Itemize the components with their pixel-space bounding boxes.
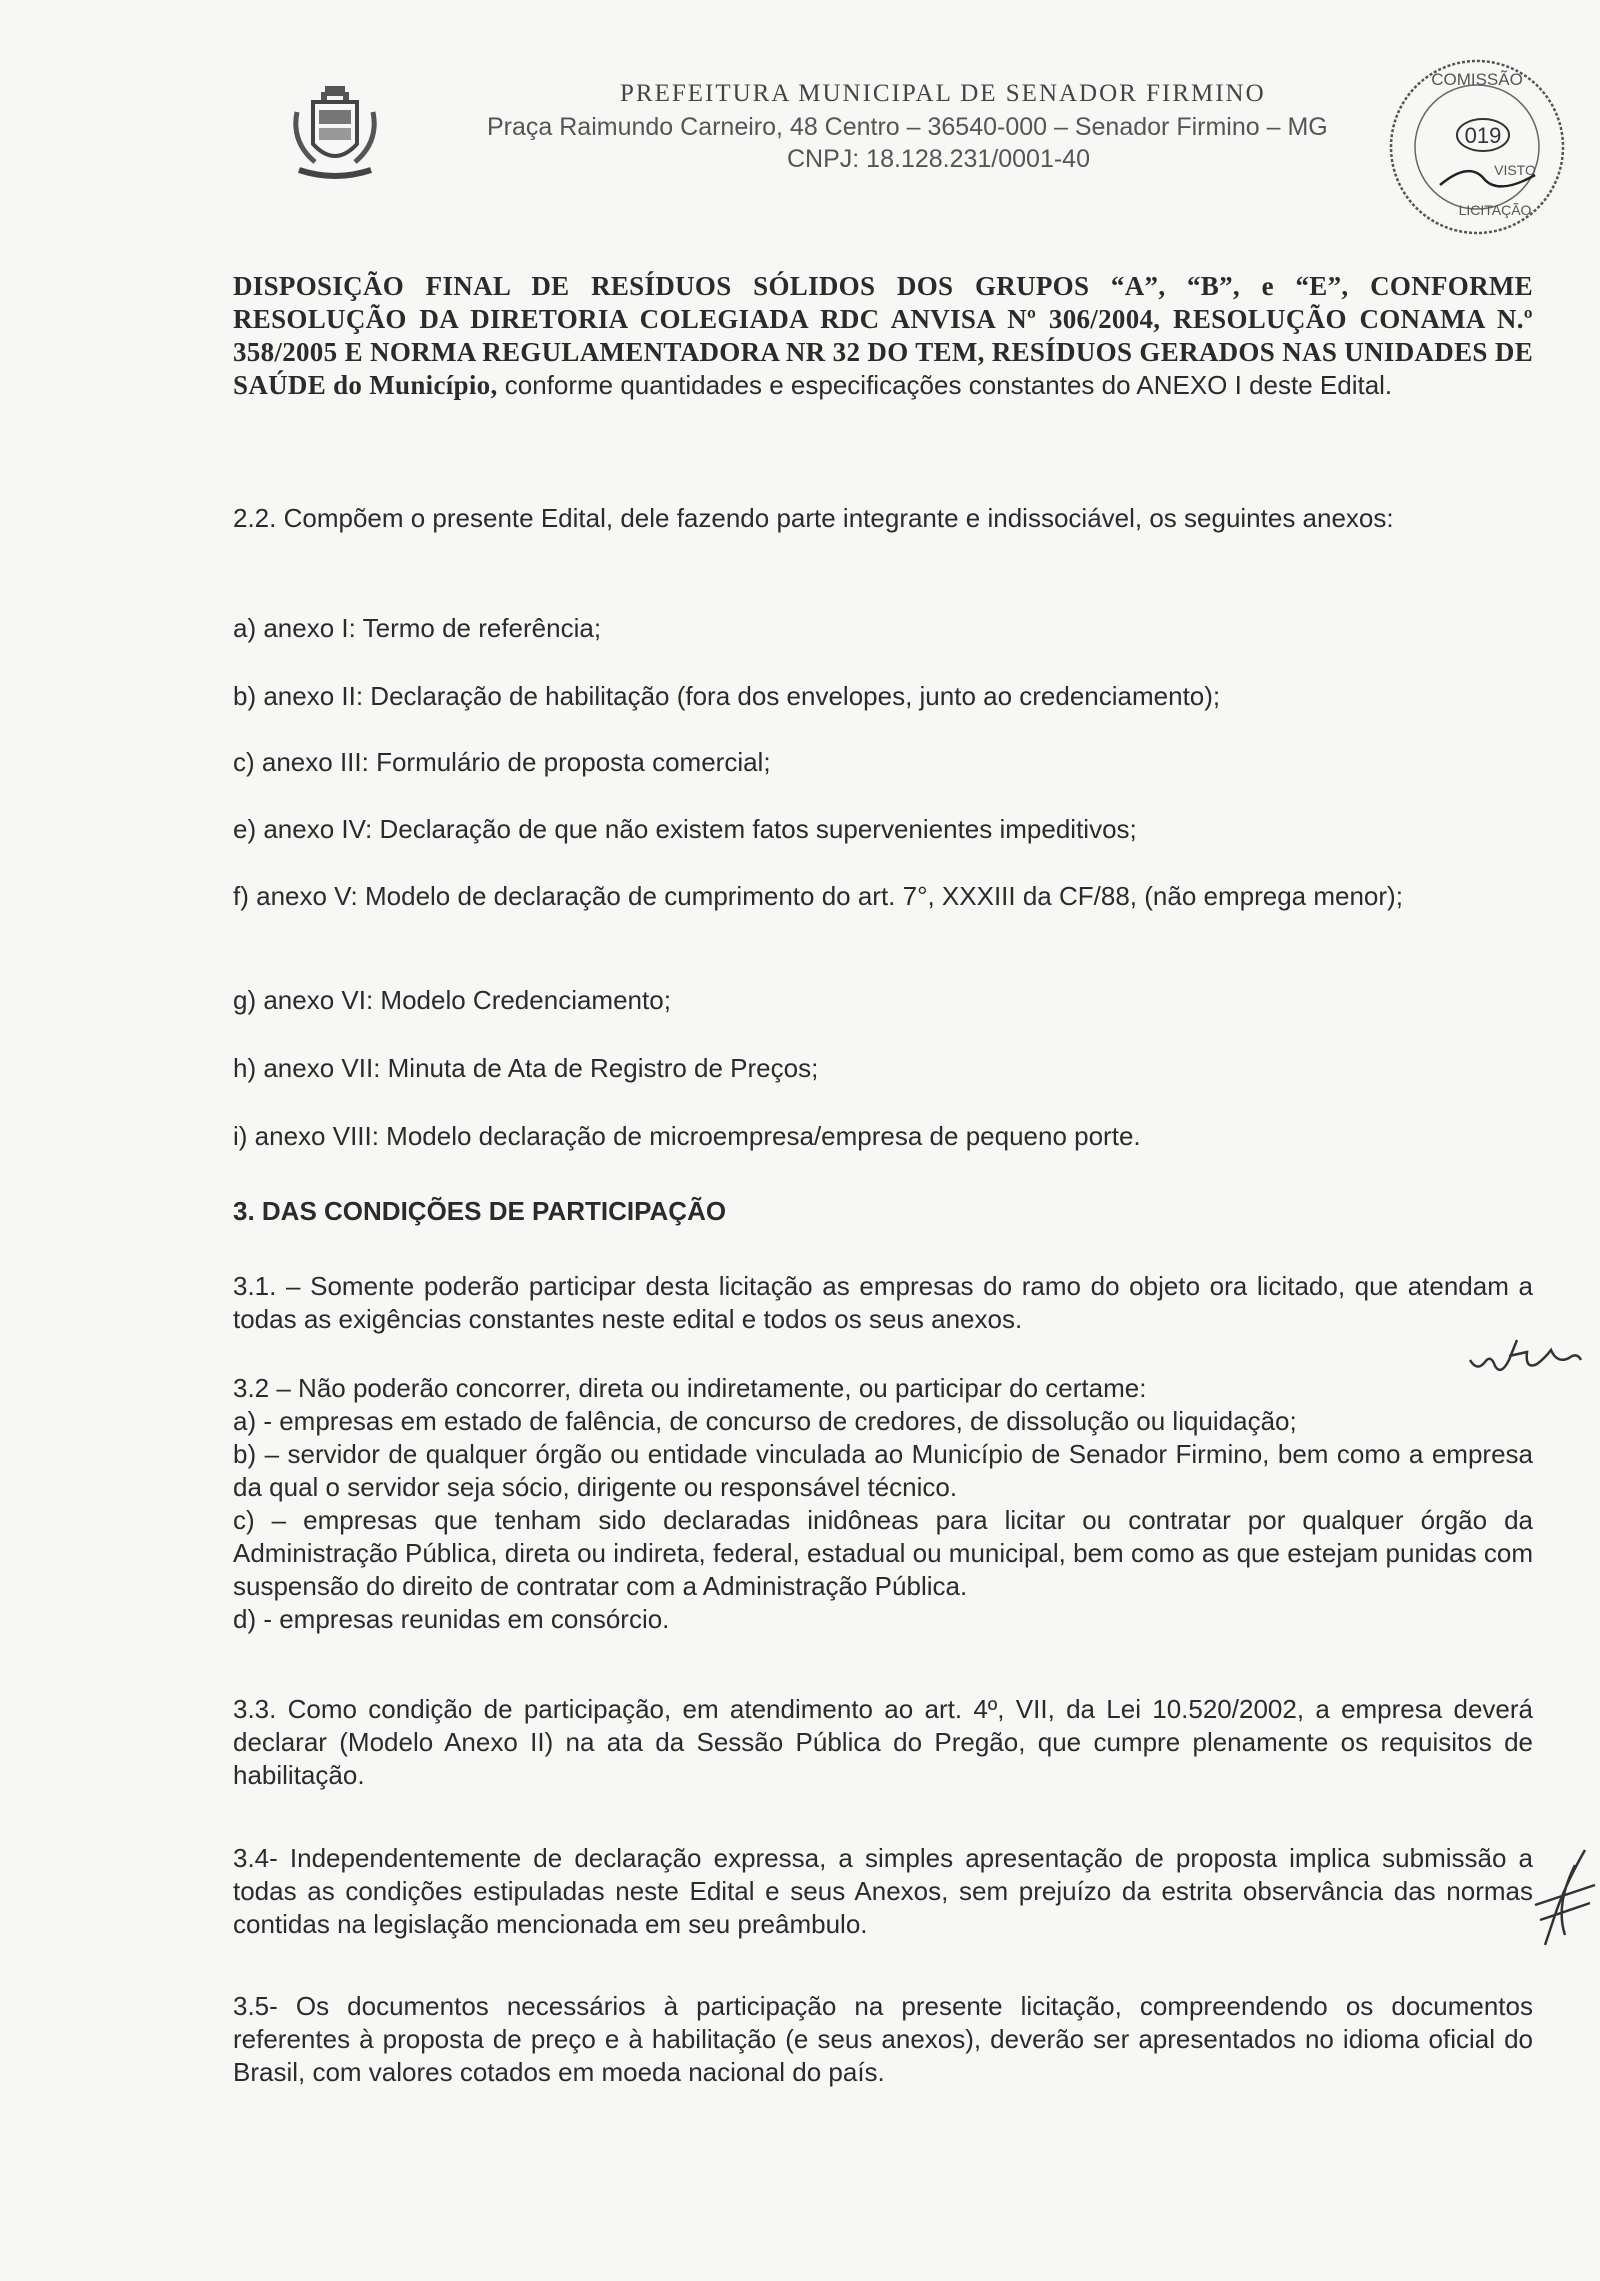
object-title: DISPOSIÇÃO FINAL DE RESÍDUOS SÓLIDOS DOS GRUPOS “A”, “B”, e “E”, CONFORME RESOLUÇÃO DA DIRETORIA COLEGIADA RDC ANVISA Nº 306/2004, RESOLUÇÃO CONAMA N.º 358/2005 E NORMA REGULAMENTADORA NR 32 DO TEM, RESÍDUOS GERADOS NAS UNIDADES DE SAÚDE do Município,: [233, 271, 1533, 400]
clause-3-2-intro: 3.2 – Não poderão concorrer, direta ou indiretamente, ou participar do certame:: [233, 1373, 1147, 1403]
clause-3-5: 3.5- Os documentos necessários à participação na presente licitação, compreendendo os documentos referentes à proposta de preço e à habilitação (e seus anexos), deverão ser apresentados no idioma oficial do Brasil, com valores cotados em moeda nacional do país.: [233, 1991, 1533, 2087]
commission-stamp: [1385, 55, 1570, 240]
header-address: Praça Raimundo Carneiro, 48 Centro – 36540-000 – Senador Firmino – MG: [487, 113, 1328, 141]
stamp-top-text: COMISSÃO: [1431, 70, 1523, 89]
stamp-visto: VISTO: [1494, 162, 1536, 178]
clause-3-2-item: b) – servidor de qualquer órgão ou entidade vinculada ao Município de Senador Firmino, bem como a empresa da qual o servidor seja sócio, dirigente ou responsável técnico.: [233, 1439, 1533, 1502]
clause-3-2-item: d) - empresas reunidas em consórcio.: [233, 1604, 670, 1634]
municipal-crest-icon: [285, 82, 385, 192]
rubric-signature-icon: [1525, 1845, 1600, 1955]
clause-3-1: 3.1. – Somente poderão participar desta licitação as empresas do ramo do objeto ora licitado, que atendam a todas as exigências constantes neste edital e todos os seus anexos.: [233, 1271, 1533, 1334]
annex-item: i) anexo VIII: Modelo declaração de microempresa/empresa de pequeno porte.: [233, 1121, 1141, 1151]
header-cnpj: CNPJ: 18.128.231/0001-40: [787, 145, 1090, 173]
annex-item: c) anexo III: Formulário de proposta comercial;: [233, 747, 771, 777]
clause-3-4: 3.4- Independentemente de declaração expressa, a simples apresentação de proposta implica submissão a todas as condições estipuladas neste Edital e seus Anexos, sem prejuízo da estrita observância das normas contidas na legislação mencionada em seu preâmbulo.: [233, 1843, 1533, 1939]
header-org-name: PREFEITURA MUNICIPAL DE SENADOR FIRMINO: [620, 80, 1266, 107]
stamp-bottom-text: LICITAÇÃO: [1458, 202, 1532, 218]
clause-3-3: 3.3. Como condição de participação, em atendimento ao art. 4º, VII, da Lei 10.520/2002, a empresa deverá declarar (Modelo Anexo II) na ata da Sessão Pública do Pregão, que cumpre plenamente os requisitos de habilitação.: [233, 1694, 1533, 1790]
annex-item: a) anexo I: Termo de referência;: [233, 613, 602, 643]
annex-item: h) anexo VII: Minuta de Ata de Registro de Preços;: [233, 1053, 819, 1083]
clause-3-2-item: a) - empresas em estado de falência, de concurso de credores, de dissolução ou liquidação;: [233, 1406, 1297, 1436]
initials-signature-icon: [1465, 1330, 1585, 1390]
annex-item: f) anexo V: Modelo de declaração de cumprimento do art. 7°, XXXIII da CF/88, (não emprega menor);: [233, 881, 1403, 911]
object-title-rest: conforme quantidades e especificações constantes do ANEXO I deste Edital.: [497, 370, 1393, 400]
section-3-heading: 3. DAS CONDIÇÕES DE PARTICIPAÇÃO: [233, 1196, 727, 1226]
annex-item: b) anexo II: Declaração de habilitação (fora dos envelopes, junto ao credenciamento);: [233, 681, 1221, 711]
annex-item: e) anexo IV: Declaração de que não existem fatos supervenientes impeditivos;: [233, 814, 1137, 844]
object-description: [233, 270, 1533, 402]
clause-3-2-item: c) – empresas que tenham sido declaradas inidôneas para licitar ou contratar por qualquer órgão da Administração Pública, direta ou indireta, federal, estadual ou municipal, bem como as que estejam punidas com suspensão do direito de contratar com a Administração Pública.: [233, 1505, 1533, 1601]
stamp-number: 019: [1464, 123, 1502, 148]
annex-item: g) anexo VI: Modelo Credenciamento;: [233, 985, 671, 1015]
clause-3-2: [233, 1372, 1533, 1636]
section-2-2: 2.2. Compõem o presente Edital, dele fazendo parte integrante e indissociável, os seguintes anexos:: [233, 503, 1394, 533]
